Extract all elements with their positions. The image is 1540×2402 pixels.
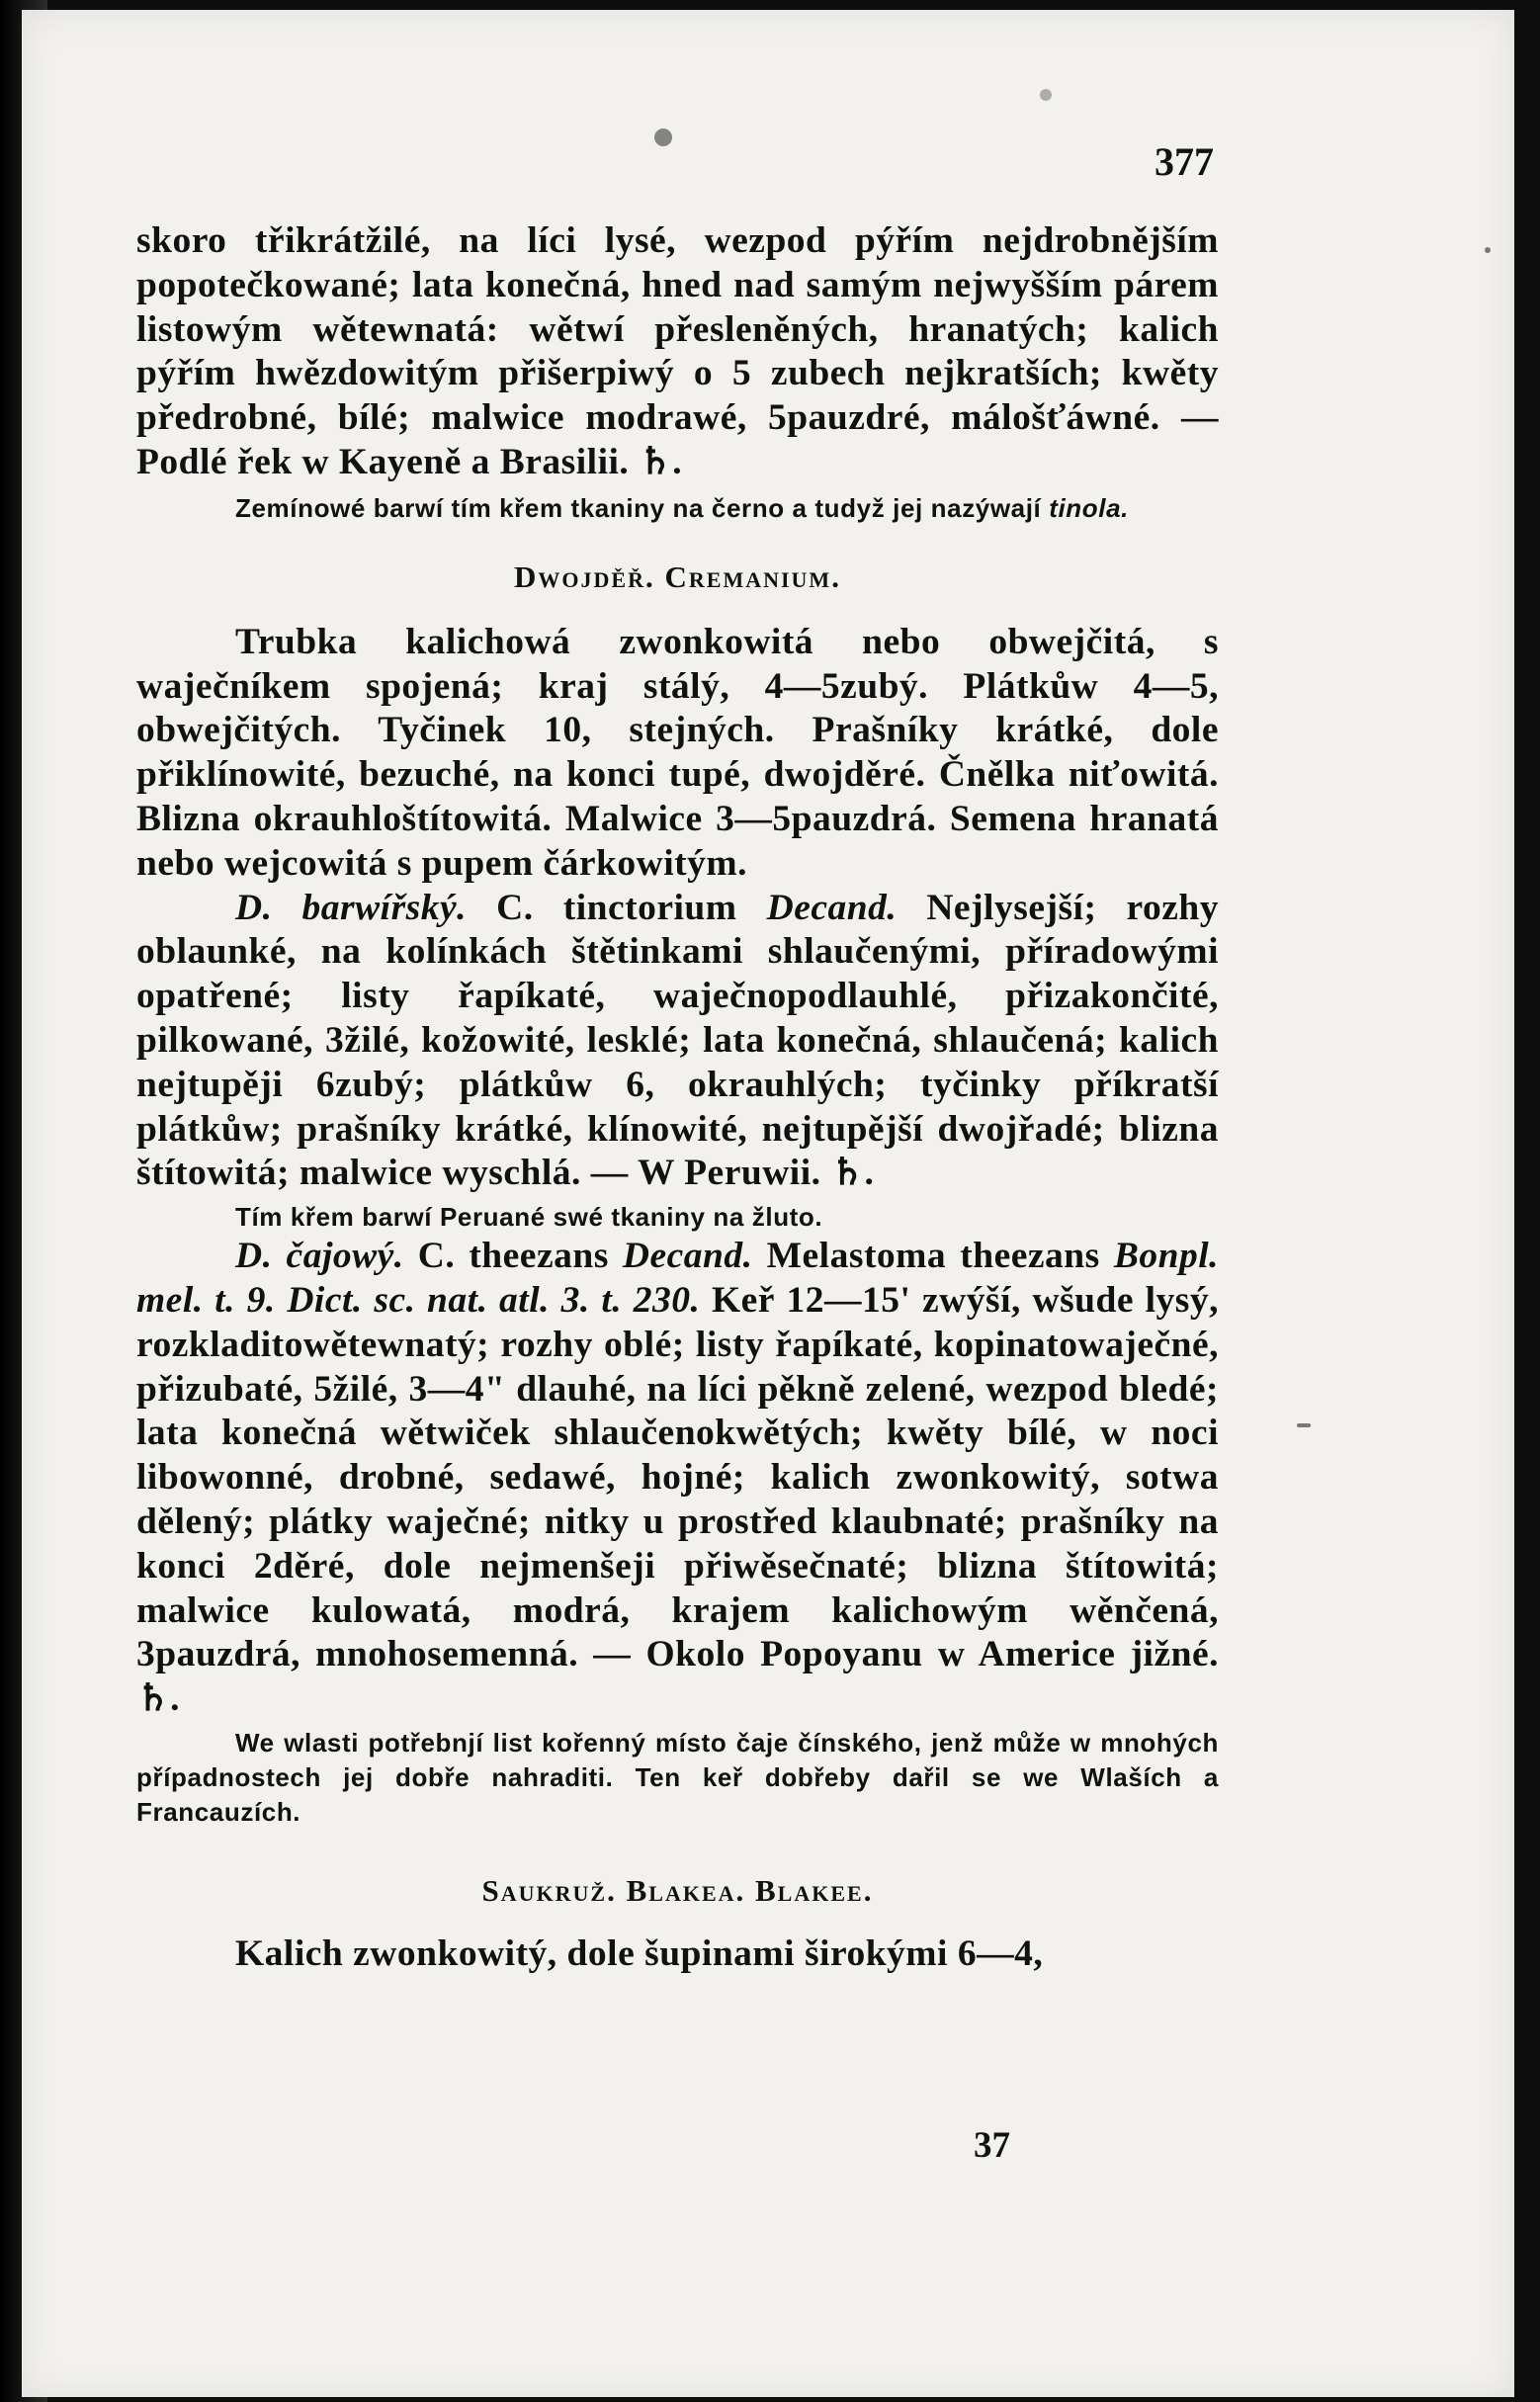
perennial-symbol: ♄. <box>639 441 683 482</box>
author-abbrev: Decand. <box>766 887 898 928</box>
perennial-symbol: ♄. <box>830 1153 875 1194</box>
signature-mark: 37 <box>974 2125 1010 2166</box>
synonym: Melastoma theezans <box>766 1236 1100 1277</box>
species-cajowy <box>136 1235 1219 1722</box>
species-text: Nejlysejší; rozhy oblaunké, na kolínkách štětinkami shlaučenými, příradowými opatřené; listy řapíkaté, waječnopodlauhlé, přizakončité, pilkowané, 3žilé, kožowité, lesklé; lata konečná, shlaučená; kalich nejtupěji 6zubý; plátkůw 6, okrauhlých; tyčinky příkratší plátkůw; prašníky krátké, klínowité, nejtupější dwojřadé; blizna štítowitá; malwice wyschlá. — W Peruwii. <box>136 887 1220 1194</box>
ink-speck <box>1040 89 1052 101</box>
page-number: 377 <box>1155 139 1214 184</box>
latin-name: C. theezans <box>417 1236 609 1277</box>
perennial-symbol: ♄. <box>136 1678 180 1720</box>
footnote-peruane: Tím křem barwí Peruané swé tkaniny na žluto. <box>235 1202 823 1233</box>
latin-name: C. tinctorium <box>496 887 737 928</box>
literature-reference: Bonpl. mel. t. 9. Dict. sc. nat. atl. 3. t. 230. <box>136 1236 1220 1321</box>
ink-speck <box>1485 247 1491 253</box>
note-italic-term: tinola. <box>1049 492 1129 523</box>
author-abbrev: Decand. <box>622 1236 753 1277</box>
genus-heading-cremanium: Dwojděř. Cremanium. <box>514 558 841 594</box>
ink-speck <box>1297 1423 1311 1427</box>
species-name: D. barwířský. <box>235 887 468 928</box>
paragraph-text: skoro třikrátžilé, na líci lysé, wezpod pýřím nejdrobnějším popotečkowané; lata konečná, hned nad samým nejwyšším párem listowým wětewnatá: wětwí přesleněných, hranatých; kalich pýřím hwězdowitým přišerpiwý o 5 zubech nejkratších; kwěty předrobné, bílé; malwice modrawé, 5pauzdré, málošťáwné. — Podlé řek w Kayeně a Brasilii. <box>136 220 1219 482</box>
footnote-zeminowe <box>136 491 1219 526</box>
paragraph-continuation <box>136 219 1219 485</box>
genus-description-blakea: Kalich zwonkowitý, dole šupinami širokými 6—4, <box>235 1932 1044 1974</box>
note-text: Zemínowé barwí tím křem tkaniny na černo a tudyž jej nazýwají <box>235 492 1042 523</box>
genus-description: Trubka kalichowá zwonkowitá nebo obwejčitá, s waječníkem spojená; kraj stálý, 4—5zubý. Plátkůw 4—5, obwejčitých. Tyčinek 10, stejných. Prašníky krátké, dole přiklínowité, bezuché, na konci tupé, dwojděré. Čnělka niťowitá. Blizna okrauhloštítowitá. Malwice 3—5pauzdrá. Semena hranatá nebo wejcowitá s pupem čárkowitým. <box>136 621 1219 884</box>
footnote-caj: We wlasti potřebnjí list kořenný místo čaje čínského, jenž může w mnohých případnostech jej dobře nahraditi. Ten keř dobřeby dařil se we Wlaších a Francauzích. <box>136 1727 1219 1827</box>
species-barwirsky <box>136 887 1219 1197</box>
species-name: D. čajowý. <box>235 1236 404 1277</box>
genus-heading-blakea: Saukruž. Blakea. Blakee. <box>481 1872 874 1908</box>
species-text: Keř 12—15' zwýší, wšude lysý, rozkladitowětewnatý; rozhy oblé; listy řapíkaté, kopinatowaječné, přizubaté, 5žilé, 3—4" dlauhé, na líci pěkně zelené, wezpod bledé; lata konečná wětwiček shlaučenokwětých; kwěty bílé, w noci libowonné, drobné, sedawé, hojné; kalich zwonkowitý, sotwa dělený; plátky waječné; nitky u prostřed klaubnaté; prašníky na konci 2děré, dole nejmenšeji přiwěsečnaté; blizna štítowitá; malwice kulowatá, modrá, krajem kalichowým wěnčená, 3pauzdrá, mnohosemenná. — Okolo Popoyanu w Americe jižné. <box>136 1279 1220 1675</box>
ink-speck <box>654 129 672 146</box>
page-content <box>136 219 1219 1977</box>
